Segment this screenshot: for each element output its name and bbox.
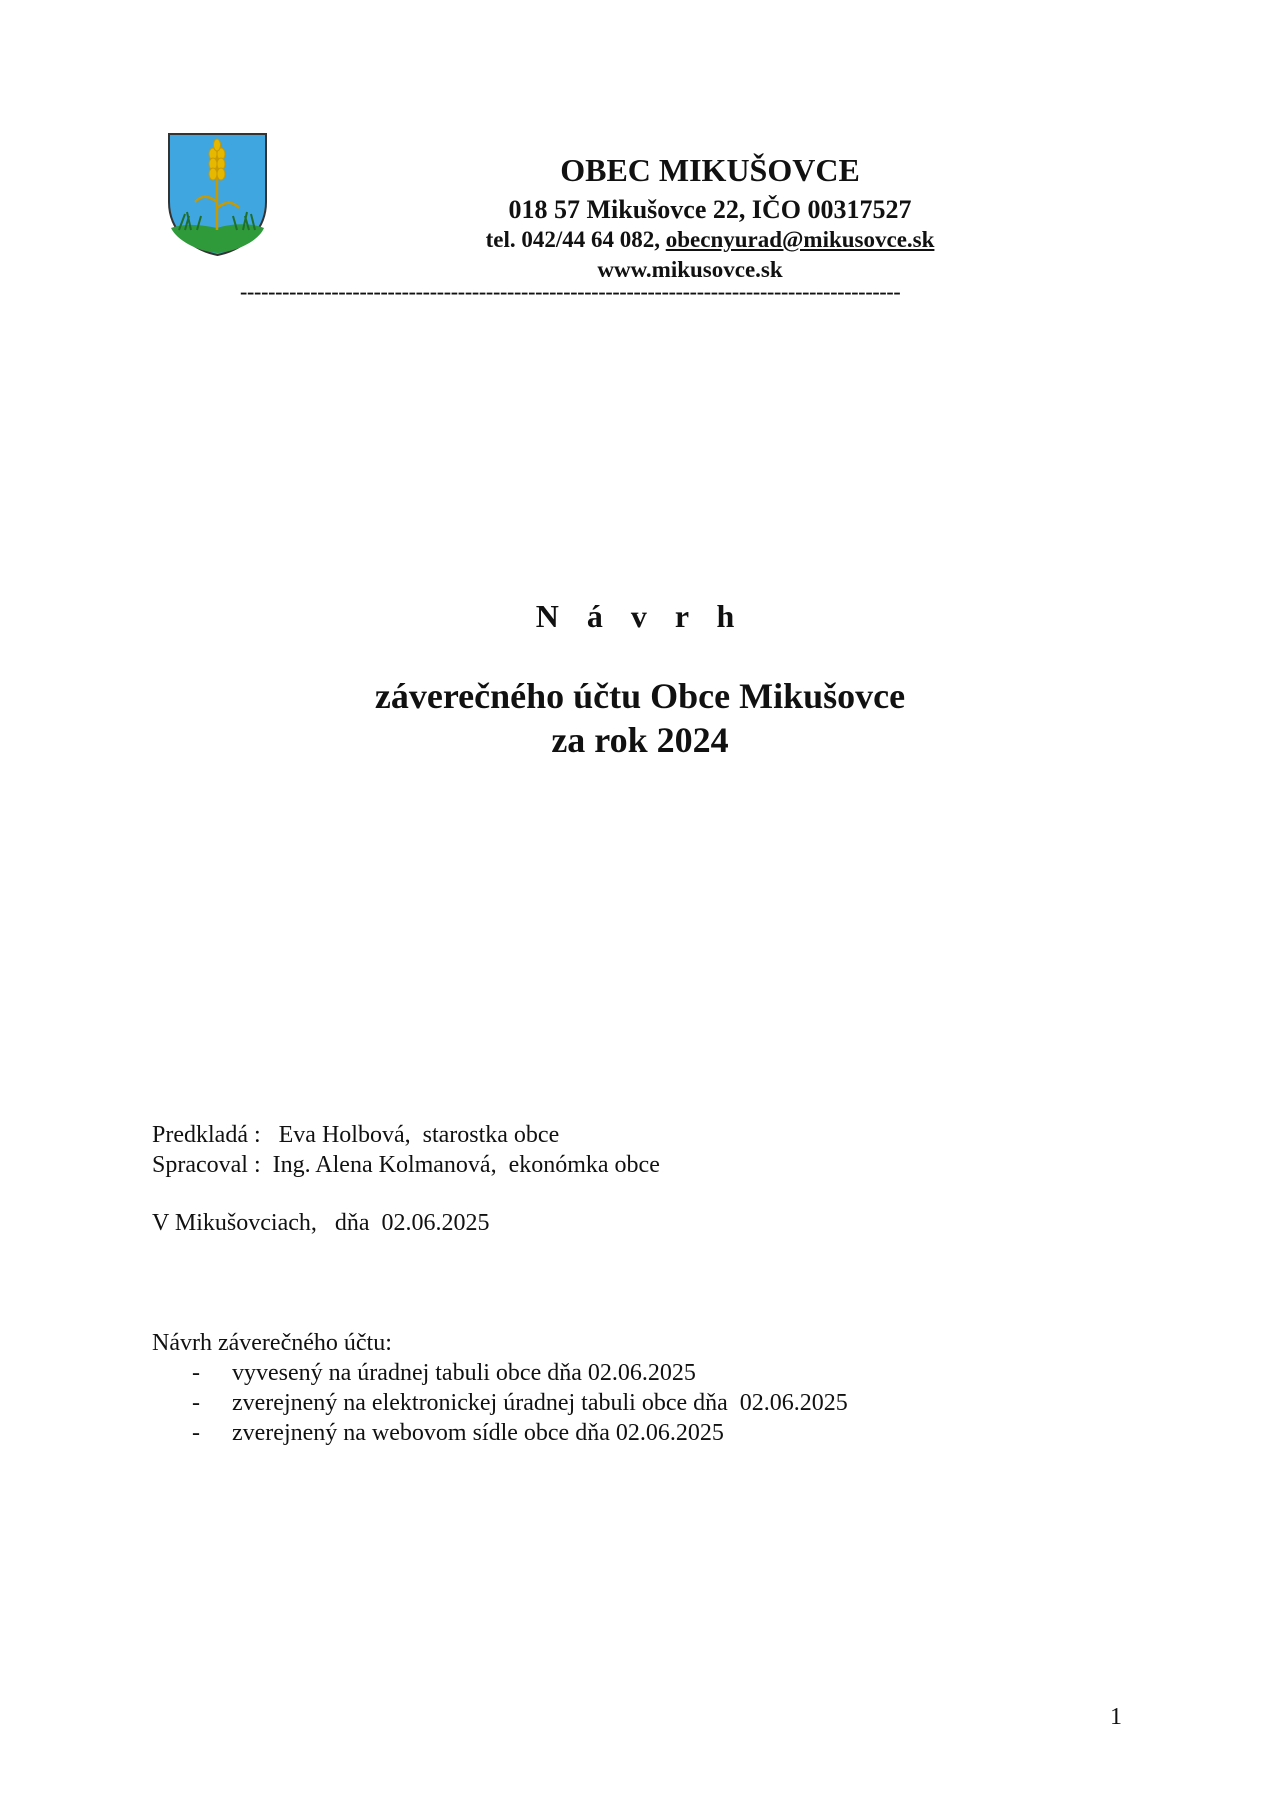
page-number: 1 bbox=[1110, 1704, 1122, 1730]
list-bullet: - bbox=[192, 1420, 200, 1446]
list-item bbox=[192, 1418, 1092, 1448]
prepared-by: Spracoval : Ing. Alena Kolmanová, ekonómka obce bbox=[152, 1152, 660, 1178]
list-item-text: zverejnený na webovom sídle obce dňa 02.06.2025 bbox=[232, 1420, 724, 1446]
contact-line bbox=[380, 226, 1040, 254]
document-subtitle: za rok 2024 bbox=[551, 720, 729, 760]
wheat-coat-of-arms-icon bbox=[167, 132, 268, 257]
list-item-text: vyvesený na úradnej tabuli obce dňa 02.06.2025 bbox=[232, 1360, 696, 1386]
municipality-name: OBEC MIKUŠOVCE bbox=[560, 152, 860, 188]
document-title: záverečného účtu Obce Mikušovce bbox=[374, 676, 906, 716]
email-link[interactable]: obecnyurad@mikusovce.sk bbox=[665, 227, 935, 252]
list-bullet: - bbox=[192, 1360, 200, 1386]
list-item bbox=[192, 1358, 1092, 1388]
phone-text: tel. 042/44 64 082, bbox=[485, 227, 666, 252]
place-date: V Mikušovciach, dňa 02.06.2025 bbox=[152, 1210, 490, 1236]
list-item bbox=[192, 1388, 1092, 1418]
municipality-address: 018 57 Mikušovce 22, IČO 00317527 bbox=[508, 195, 912, 224]
list-item-text: zverejnený na elektronickej úradnej tabuli obce dňa 02.06.2025 bbox=[232, 1390, 848, 1416]
submitted-by: Predkladá : Eva Holbová, starostka obce bbox=[152, 1122, 560, 1148]
website-text: www.mikusovce.sk bbox=[597, 257, 783, 282]
list-bullet: - bbox=[192, 1390, 200, 1416]
header-divider: ---------------------------------------------------------------------------------------------- bbox=[240, 282, 901, 302]
publication-heading: Návrh záverečného účtu: bbox=[152, 1330, 392, 1356]
document-heading: N á v r h bbox=[535, 598, 745, 634]
